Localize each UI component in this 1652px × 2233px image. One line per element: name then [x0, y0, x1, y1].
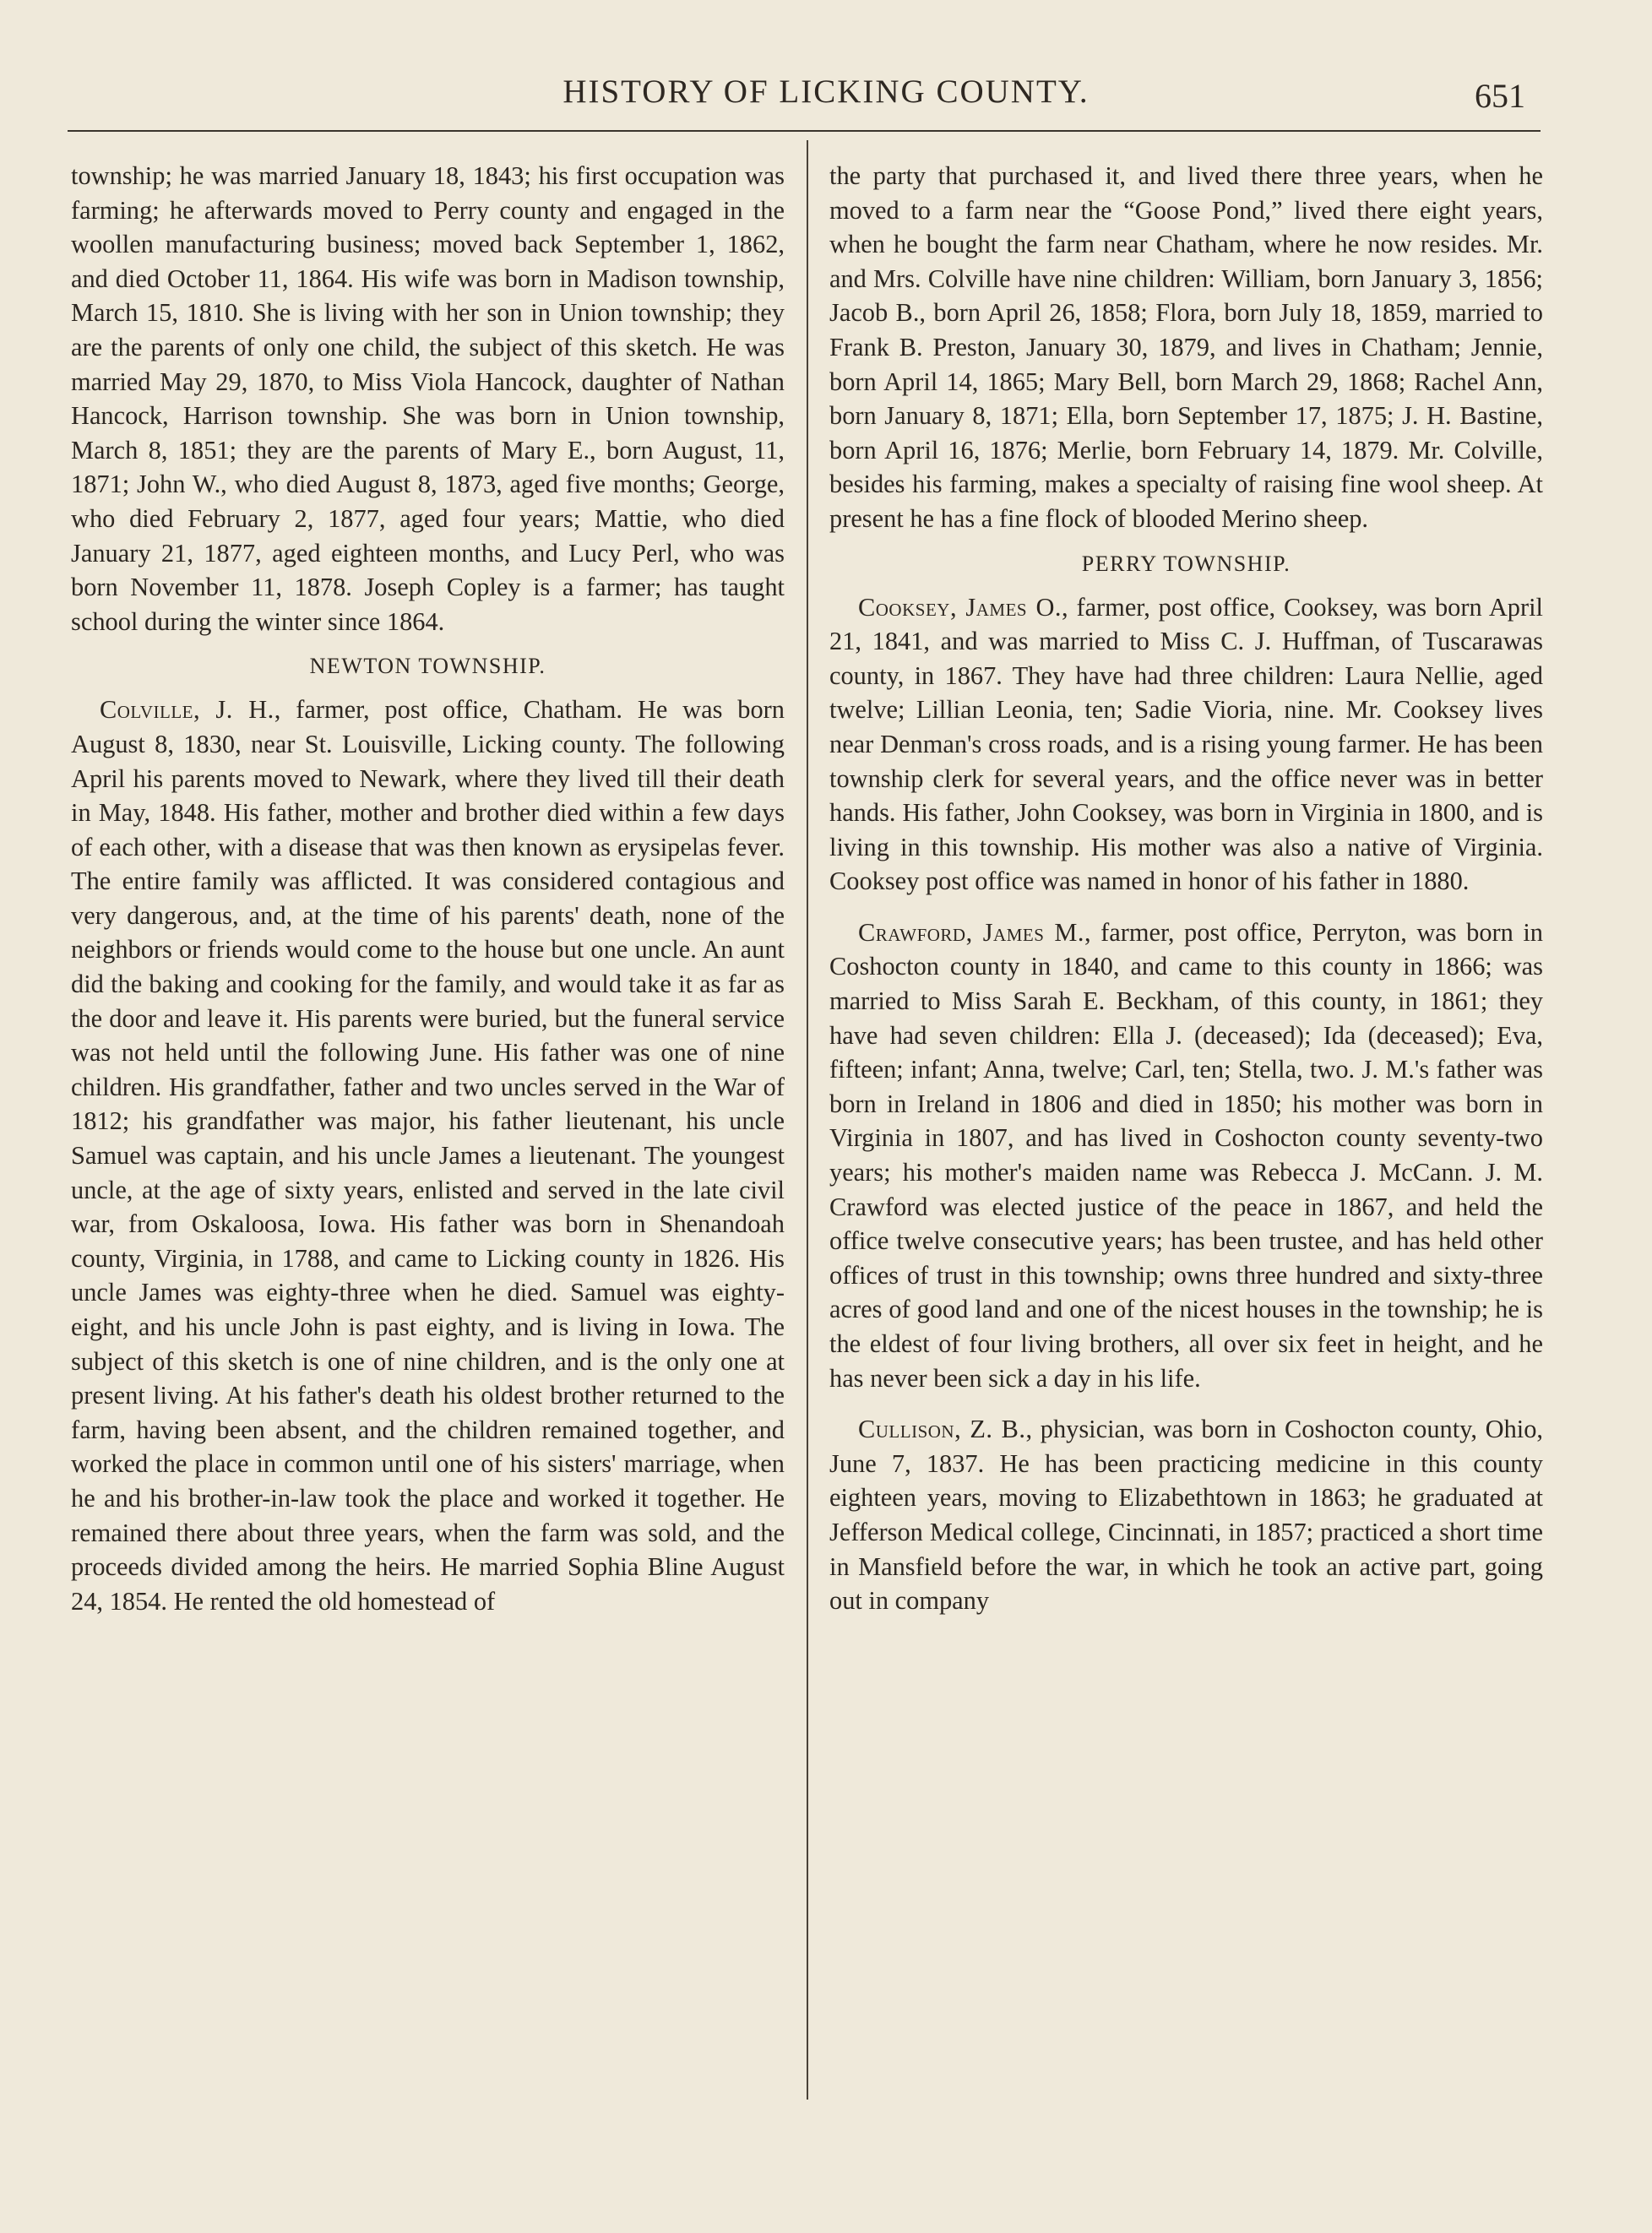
- continued-paragraph: the party that purchased it, and lived there three years, when he moved to a farm near the “Goose Pond,” lived there eight years, when he bought the farm near Chatham, where he now resides. Mr. and Mrs. Colville have nine children: William, born January 3, 1856; Jacob B., born April 26, 1858; Flora, born July 18, 1859, married to Frank B. Preston, January 30, 1879, and lives in Chatham; Jennie, born April 14, 1865; Mary Bell, born March 29, 1868; Rachel Ann, born January 8, 1871; Ella, born September 17, 1875; J. H. Bastine, born April 16, 1876; Merlie, born February 14, 1879. Mr. Colville, besides his farming, makes a specialty of raising fine wool sheep. At present he has a fine flock of blooded Merino sheep.: [829, 161, 1543, 533]
- entry-text: , farmer, post office, Chatham. He was born August 8, 1830, near St. Louisville, Licking county. The following April his parents moved to Newark, where they lived till their death in May, 1848. His father, mother and brother died within a few days of each other, with a disease that was then known as erysipelas fever. The entire family was afflicted. It was considered contagious and very dangerous, and, at the time of his parents' death, none of the neighbors or friends would come to the house but one uncle. An aunt did the baking and cooking for the family, and would take it as far as the door and leave it. His parents were buried, but the funeral service was not held until the following June. His father was one of nine children. His grandfather, father and two uncles served in the War of 1812; his grandfather was major, his father lieutenant, his uncle Samuel was captain, and his uncle James a lieutenant. The youngest uncle, at the age of sixty years, enlisted and served in the late civil war, from Oskaloosa, Iowa. His father was born in Shenandoah county, Virginia, in 1788, and came to Licking county in 1826. His uncle James was eighty-three when he died. Samuel was eighty-eight, and his uncle John is past eighty, and is living in Iowa. The subject of this sketch is one of nine children, and is the only one at present living. At his father's death his oldest brother returned to the farm, having been absent, and the children remained together, and worked the place in common until one of his sisters' marriage, when he and his brother-in-law took the place and worked it together. He remained there about three years, when the farm was sold, and the proceeds divided among the heirs. He married Sophia Bline August 24, 1854. He rented the old homestead of: [71, 695, 785, 1616]
- continued-paragraph: township; he was married January 18, 1843; his first occupation was farming; he afterwards moved to Perry county and engaged in the woollen manufacturing business; moved back September 1, 1862, and died October 11, 1864. His wife was born in Madison township, March 15, 1810. She is living with her son in Union township; they are the parents of only one child, the subject of this sketch. He was married May 29, 1870, to Miss Viola Hancock, daughter of Nathan Hancock, Harrison township. She was born in Union township, March 8, 1851; they are the parents of Mary E., born August, 11, 1871; John W., who died August 8, 1873, aged five months; George, who died February 2, 1877, aged four years; Mattie, who died January 21, 1877, aged eighteen months, and Lucy Perl, who was born November 11, 1878. Joseph Copley is a farmer; has taught school during the winter since 1864.: [71, 161, 785, 636]
- entry-text: , farmer, post office, Cooksey, was born April 21, 1841, and was married to Miss C. J. Huffman, of Tuscarawas county, in 1867. They have had three children: Laura Nellie, aged twelve; Lillian Leonia, ten; Sadie Vioria, nine. Mr. Cooksey lives near Denman's cross roads, and is a rising young farmer. He has been township clerk for several years, and the office never was in better hands. His father, John Cooksey, was born in Virginia in 1800, and is living in this township. His mother was also a native of Virginia. Cooksey post office was named in honor of his father in 1880.: [829, 592, 1543, 896]
- entry-name: Crawford, James M.: [858, 917, 1085, 947]
- running-header-title: HISTORY OF LICKING COUNTY.: [562, 73, 1090, 110]
- column-divider: [807, 140, 808, 2100]
- entry-text: , physician, was born in Coshocton county, Ohio, June 7, 1837. He has been practicing medicine in this county eighteen years, moving to Elizabethtown in 1863; he graduated at Jefferson Medical college, Cincinnati, in 1857; practiced a short time in Mansfield before the war, in which he took an active part, going out in company: [829, 1415, 1544, 1616]
- entry-name: Cooksey, James O.: [858, 592, 1062, 622]
- entry-cooksey: [829, 590, 1543, 899]
- entry-cullison: [829, 1412, 1543, 1618]
- entry-crawford: [829, 915, 1543, 1395]
- entry-name: Cullison, Z. B.: [858, 1415, 1026, 1444]
- entry-colville: [71, 693, 785, 1618]
- entry-text: , farmer, post office, Perryton, was born in Coshocton county in 1840, and came to this county in 1866; was married to Miss Sarah E. Beckham, of this county, in 1861; they have had seven children: Ella J. (deceased); Ida (deceased); Eva, fifteen; infant; Anna, twelve; Carl, ten; Stella, two. J. M.'s father was born in Ireland in 1806 and died in 1850; his mother was born in Virginia in 1807, and has lived in Coshocton county seventy-two years; his mother's maiden name was Rebecca J. McCann. J. M. Crawford was elected justice of the peace in 1867, and held the office twelve consecutive years; has been trustee, and has held other offices of trust in this township; owns three hundred and sixty-three acres of good land and one of the nicest houses in the township; he is the eldest of four living brothers, all over six feet in height, and he has never been sick a day in his life.: [829, 917, 1543, 1393]
- entry-name: Colville, J. H.: [100, 695, 274, 725]
- right-column: [829, 159, 1543, 1618]
- page-number: 651: [1475, 77, 1525, 115]
- section-heading-perry-township: PERRY TOWNSHIP.: [1081, 551, 1291, 576]
- left-column: [71, 159, 785, 1618]
- section-heading-newton-township: NEWTON TOWNSHIP.: [309, 654, 546, 679]
- header-rule: [68, 130, 1541, 132]
